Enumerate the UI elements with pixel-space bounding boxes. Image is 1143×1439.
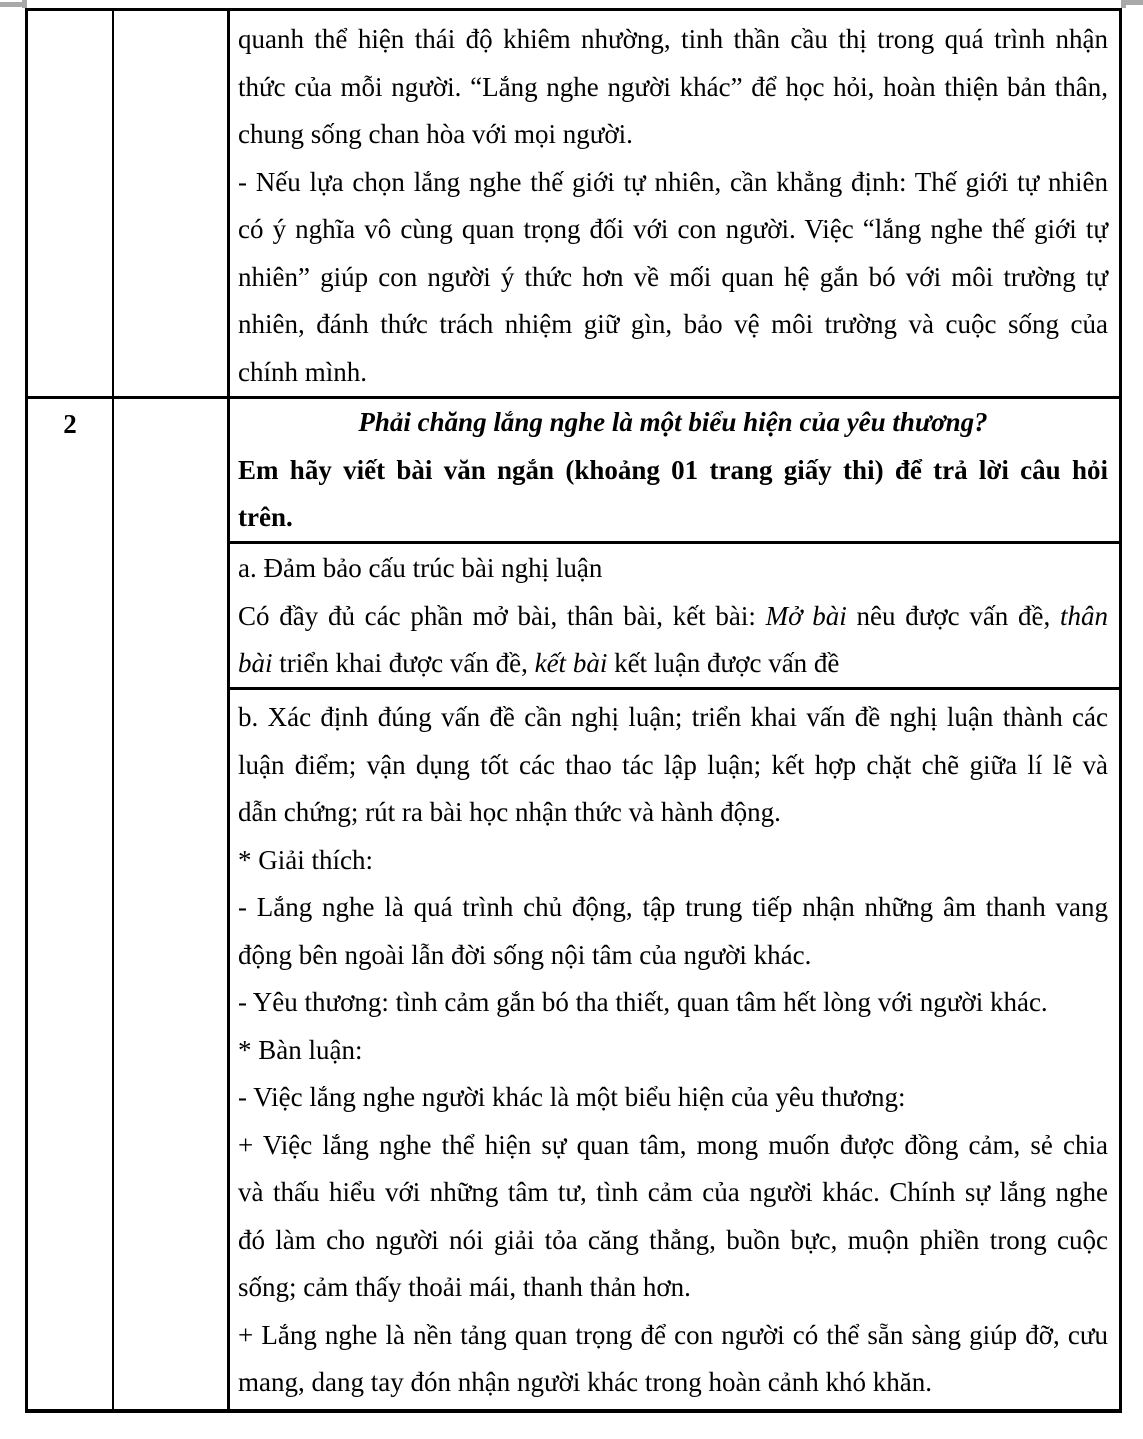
- points-cell: [114, 399, 230, 1409]
- text-line: đó làm cho người nói giải tỏa căng thẳng, buồn bực, muộn phiền trong cuộc: [238, 1224, 1108, 1255]
- text-line: - Yêu thương: tình cảm gắn bó tha thiết, quan tâm hết lòng với người khác.: [238, 987, 1048, 1017]
- table-row-question-1-continued: [28, 11, 1119, 399]
- page-edge-decoration-top-left: [22, 0, 27, 8]
- text-line: nhiên” giúp con người ý thức hơn về mối quan hệ gắn bó với môi trường tự: [238, 261, 1108, 292]
- answer-content-column: [230, 399, 1119, 1409]
- text-line: mang, dang tay đón nhận người khác trong hoàn cảnh khó khăn.: [238, 1367, 932, 1397]
- text-line: động bên ngoài lẫn đời sống nội tâm của người khác.: [238, 939, 812, 970]
- text-line: - Nếu lựa chọn lắng nghe thế giới tự nhiên, cần khẳng định: Thế giới tự nhiên: [238, 166, 1108, 197]
- text-line: * Bàn luận:: [238, 1034, 363, 1065]
- text-line: * Giải thích:: [238, 844, 373, 875]
- text-line: + Việc lắng nghe thể hiện sự quan tâm, mong muốn được đồng cảm, sẻ chia: [238, 1129, 1108, 1160]
- text-line: trên.: [238, 502, 293, 532]
- text-line: + Lắng nghe là nền tảng quan trọng để con người có thể sẵn sàng giúp đỡ, cưu: [238, 1319, 1108, 1350]
- page-edge-decoration-top-right: [1121, 0, 1126, 8]
- text-line: thức của mỗi người. “Lắng nghe người khác” để học hỏi, hoàn thiện bản thân,: [238, 71, 1108, 102]
- question-number: 2: [63, 409, 77, 439]
- question-prompt-cell: [230, 399, 1119, 544]
- answer-key-table: [25, 8, 1122, 1413]
- criterion-b-cell: [230, 690, 1119, 1409]
- criterion-a-cell: [230, 544, 1119, 690]
- table-row-question-2: [28, 399, 1119, 1409]
- question-number-cell: [28, 399, 114, 1409]
- text-line: - Lắng nghe là quá trình chủ động, tập trung tiếp nhận những âm thanh vang: [238, 892, 1108, 922]
- answer-content-cell: [230, 11, 1119, 396]
- text-line: Có đầy đủ các phần mở bài, thân bài, kết bài: Mở bài nêu được vấn đề, thân: [238, 600, 1109, 631]
- text-line: Phải chăng lắng nghe là một biểu hiện của yêu thương?: [358, 407, 988, 437]
- text-line: chính mình.: [238, 356, 367, 387]
- text-line: dẫn chứng; rút ra bài học nhận thức và hành động.: [238, 797, 781, 827]
- text-line: sống; cảm thấy thoải mái, thanh thản hơn.: [238, 1272, 691, 1302]
- text-line: Em hãy viết bài văn ngắn (khoảng 01 trang giấy thi) để trả lời câu hỏi: [238, 454, 1108, 485]
- text-line: quanh thể hiện thái độ khiêm nhường, tinh thần cầu thị trong quá trình nhận: [238, 24, 1108, 54]
- text-line: - Việc lắng nghe người khác là một biểu hiện của yêu thương:: [238, 1082, 906, 1112]
- text-line: và thấu hiểu với những tâm tư, tình cảm của người khác. Chính sự lắng nghe: [238, 1177, 1108, 1207]
- text-line: bài triển khai được vấn đề, kết bài kết luận được vấn đề: [238, 648, 840, 678]
- points-cell: [114, 11, 230, 396]
- text-line: a. Đảm bảo cấu trúc bài nghị luận: [238, 553, 603, 583]
- question-number-cell: [28, 11, 114, 396]
- text-line: chung sống chan hòa với mọi người.: [238, 119, 633, 149]
- text-line: có ý nghĩa vô cùng quan trọng đối với con người. Việc “lắng nghe thế giới tự: [238, 214, 1108, 244]
- text-line: luận điểm; vận dụng tốt các thao tác lập luận; kết hợp chặt chẽ giữa lí lẽ và: [238, 749, 1108, 780]
- text-line: nhiên, đánh thức trách nhiệm giữ gìn, bảo vệ môi trường và cuộc sống của: [238, 309, 1108, 339]
- text-line: b. Xác định đúng vấn đề cần nghị luận; triển khai vấn đề nghị luận thành các: [238, 702, 1108, 732]
